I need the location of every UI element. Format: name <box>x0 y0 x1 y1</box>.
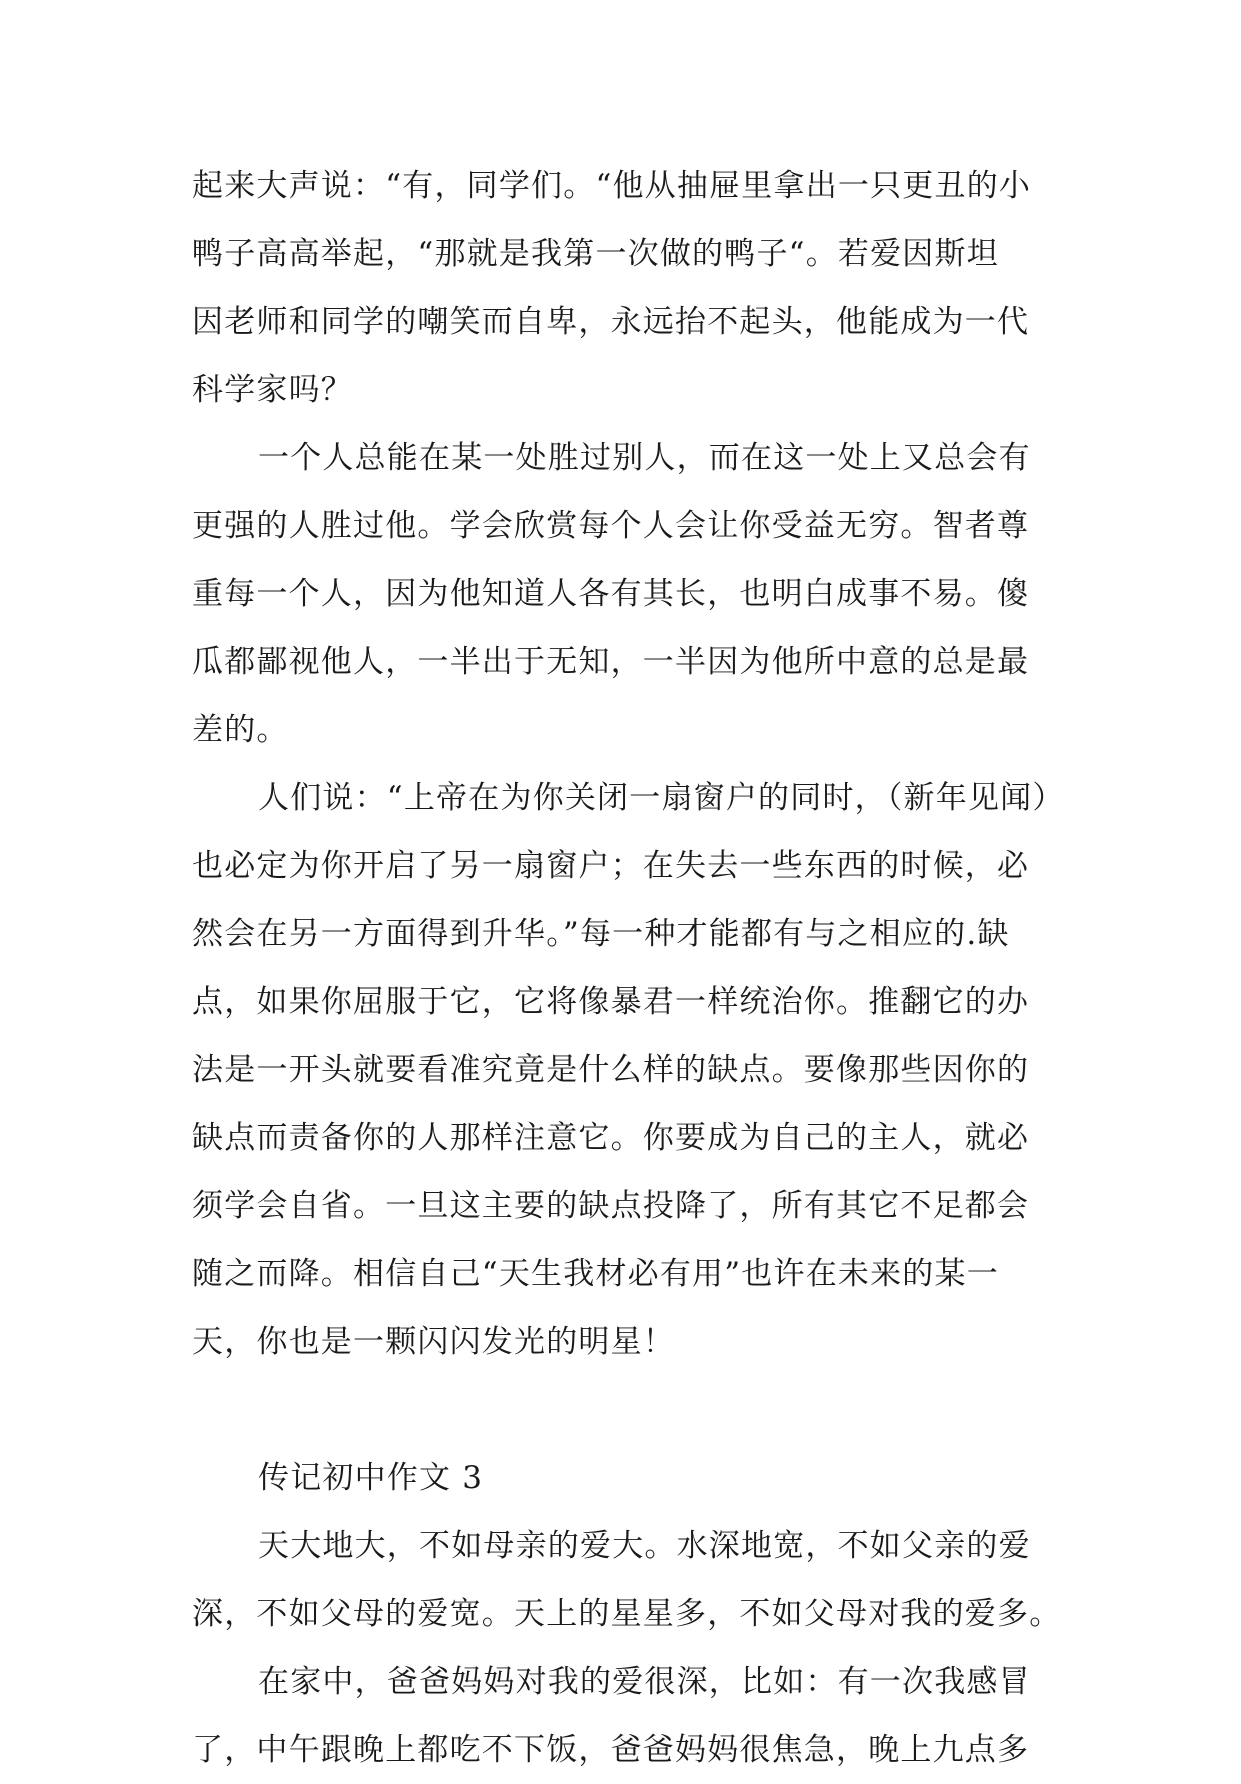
paragraph-4 <box>192 1512 1072 1648</box>
paragraph-2 <box>192 424 1072 764</box>
text-line: 重每一个人，因为他知道人各有其长，也明白成事不易。傻 <box>192 576 1030 612</box>
text-line: 更强的人胜过他。学会欣赏每个人会让你受益无穷。智者尊 <box>192 508 1030 544</box>
text-line: 差的。 <box>192 712 289 748</box>
text-line: 然会在另一方面得到升华。”每一种才能都有与之相应的.缺 <box>192 916 1010 952</box>
text-line: 在家中，爸爸妈妈对我的爱很深，比如：有一次我感冒 <box>258 1664 1031 1700</box>
text-line: 科学家吗？ <box>192 372 353 408</box>
text-line: 起来大声说：“有，同学们。“他从抽屉里拿出一只更丑的小 <box>192 168 1032 204</box>
text-line: 了，中午跟晚上都吃不下饭，爸爸妈妈很焦急，晚上九点多 <box>192 1732 1030 1768</box>
text-line: 一个人总能在某一处胜过别人，而在这一处上又总会有 <box>258 440 1031 476</box>
text-line: 天大地大，不如母亲的爱大。水深地宽，不如父亲的爱 <box>258 1528 1031 1564</box>
text-line: 随之而降。相信自己“天生我材必有用”也许在未来的某一 <box>192 1256 999 1292</box>
text-line: 天，你也是一颗闪闪发光的明星！ <box>192 1324 675 1360</box>
text-line: 法是一开头就要看准究竟是什么样的缺点。要像那些因你的 <box>192 1052 1030 1088</box>
text-line: 也必定为你开启了另一扇窗户；在失去一些东西的时候，必 <box>192 848 1030 884</box>
text-line: 瓜都鄙视他人，一半出于无知，一半因为他所中意的总是最 <box>192 644 1030 680</box>
text-line: 缺点而责备你的人那样注意它。你要成为自己的主人，就必 <box>192 1120 1030 1156</box>
text-line: 深，不如父母的爱宽。天上的星星多，不如父母对我的爱多。 <box>192 1596 1062 1632</box>
text-line: 因老师和同学的嘲笑而自卑，永远抬不起头，他能成为一代 <box>192 304 1030 340</box>
section-title: 传记初中作文 3 <box>258 1460 484 1496</box>
text-line: 须学会自省。一旦这主要的缺点投降了，所有其它不足都会 <box>192 1188 1030 1224</box>
document-body <box>192 152 1072 1784</box>
text-line: 点，如果你屈服于它，它将像暴君一样统治你。推翻它的办 <box>192 984 1030 1020</box>
paragraph-3 <box>192 764 1072 1376</box>
paragraph-1 <box>192 152 1072 424</box>
text-line: 人们说：“上帝在为你关闭一扇窗户的同时，（新年见闻） <box>258 780 1065 816</box>
text-line: 鸭子高高举起，“那就是我第一次做的鸭子“。若爱因斯坦 <box>192 236 999 272</box>
section-spacer <box>192 1376 1072 1444</box>
paragraph-5 <box>192 1648 1072 1784</box>
